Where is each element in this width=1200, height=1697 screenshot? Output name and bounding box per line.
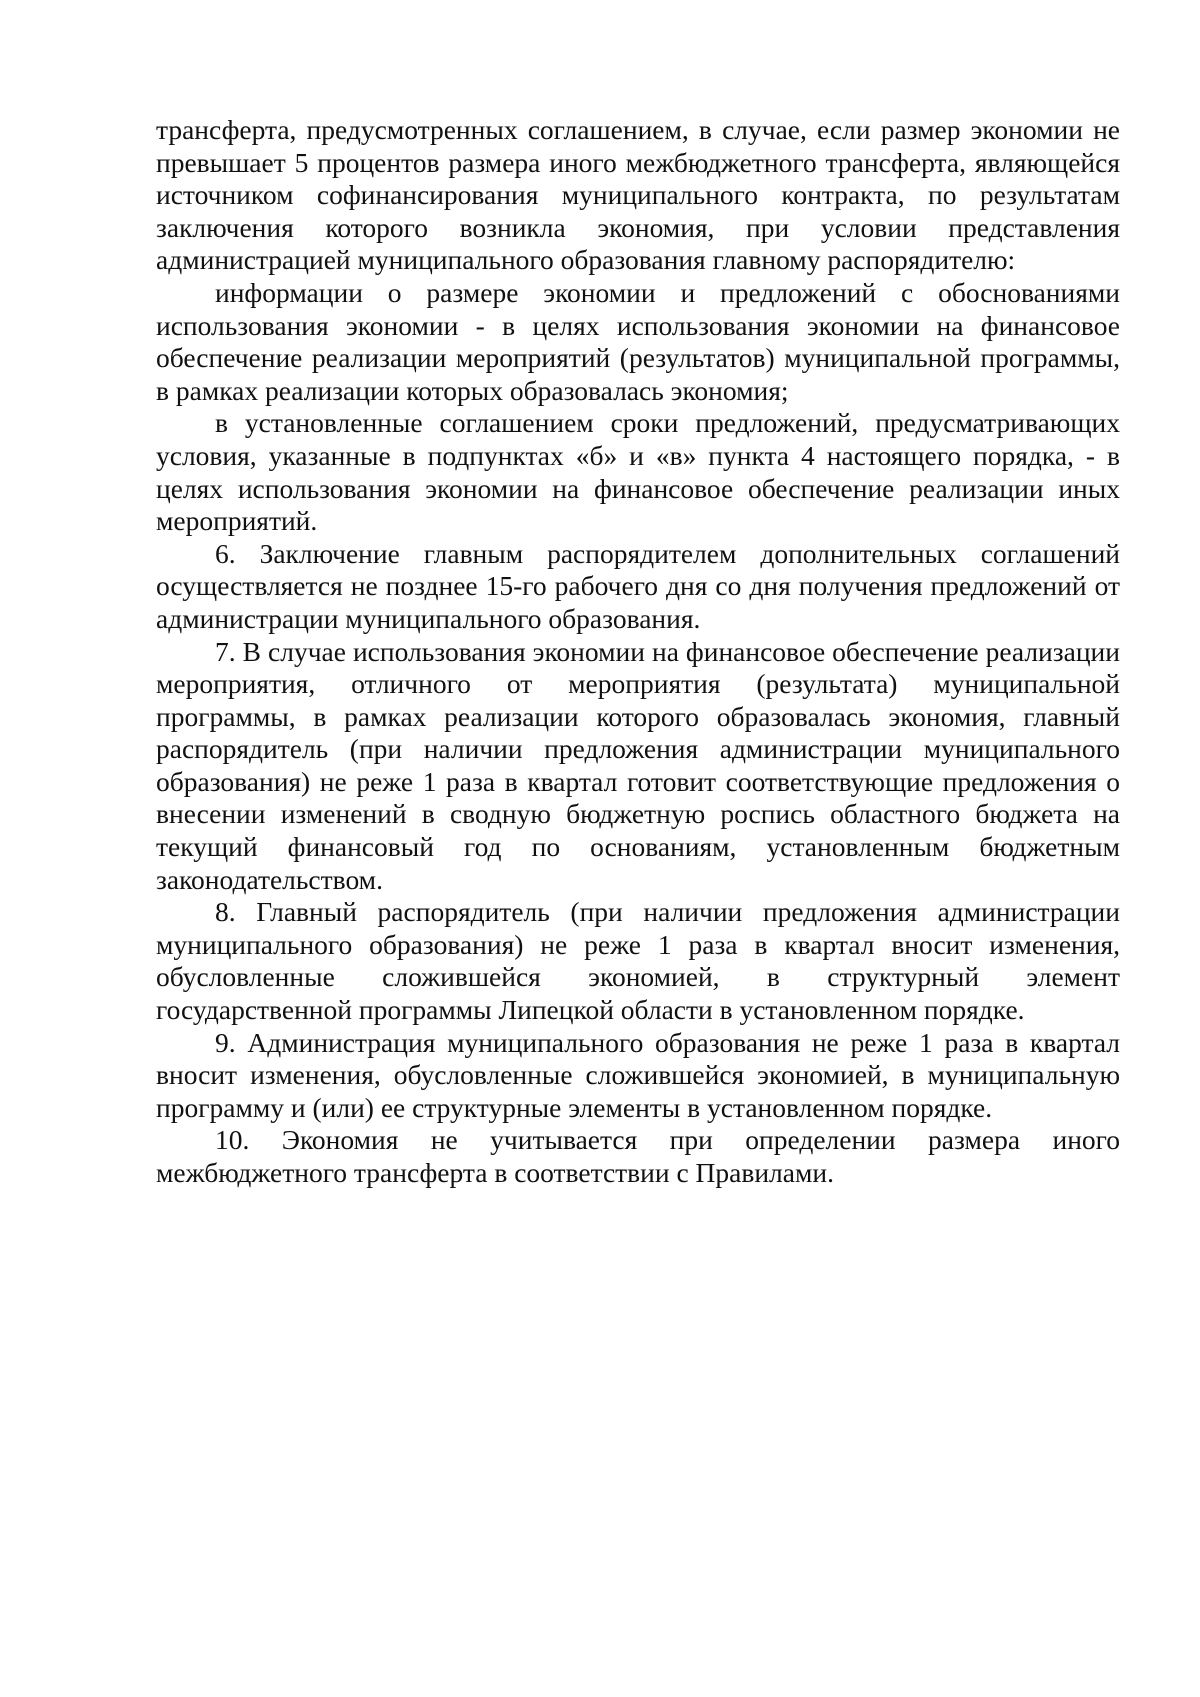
document-text-body [156, 114, 1120, 1190]
paragraph-economy-info: информации о размере экономии и предложений с обоснованиями использования экономии - в целях использования экономии на финансовое обеспечение реализации мероприятий (результатов) муниципальной программы, в рамках реализации которых образовалась экономия; [156, 276, 1120, 406]
paragraph-continuation: трансферта, предусмотренных соглашением, в случае, если размер экономии не превышает 5 процентов размера иного межбюджетного трансферта, являющейся источником софинансирования муниципального контракта, по результатам заключения которого возникла экономия, при условии представления администрацией муниципального образования главному распорядителю: [156, 114, 1120, 276]
paragraph-item-6: 6. Заключение главным распорядителем дополнительных соглашений осуществляется не позднее 15-го рабочего дня со дня получения предложений от администрации муниципального образования. [156, 537, 1120, 634]
paragraph-proposals-deadline: в установленные соглашением сроки предложений, предусматривающих условия, указанные в подпунктах «б» и «в» пункта 4 настоящего порядка, - в целях использования экономии на финансовое обеспечение реализации иных мероприятий. [156, 407, 1120, 537]
paragraph-item-9: 9. Администрация муниципального образования не реже 1 раза в квартал вносит изменения, обусловленные сложившейся экономией, в муниципальную программу и (или) ее структурные элементы в установленном порядке. [156, 1026, 1120, 1123]
paragraph-item-10: 10. Экономия не учитывается при определении размера иного межбюджетного трансферта в соответствии с Правилами. [156, 1124, 1120, 1188]
paragraph-item-8: 8. Главный распорядитель (при наличии предложения администрации муниципального образования) не реже 1 раза в квартал вносит изменения, обусловленные сложившейся экономией, в структурный элемент государственной программы Липецкой области в установленном порядке. [156, 896, 1120, 1026]
paragraph-item-7: 7. В случае использования экономии на финансовое обеспечение реализации мероприятия, отличного от мероприятия (результата) муниципальной программы, в рамках реализации которого образовалась экономия, главный распорядитель (при наличии предложения администрации муниципального образования) не реже 1 раза в квартал готовит соответствующие предложения о внесении изменений в сводную бюджетную роспись областного бюджета на текущий финансовый год по основаниям, установленным бюджетным законодательством. [156, 635, 1120, 895]
